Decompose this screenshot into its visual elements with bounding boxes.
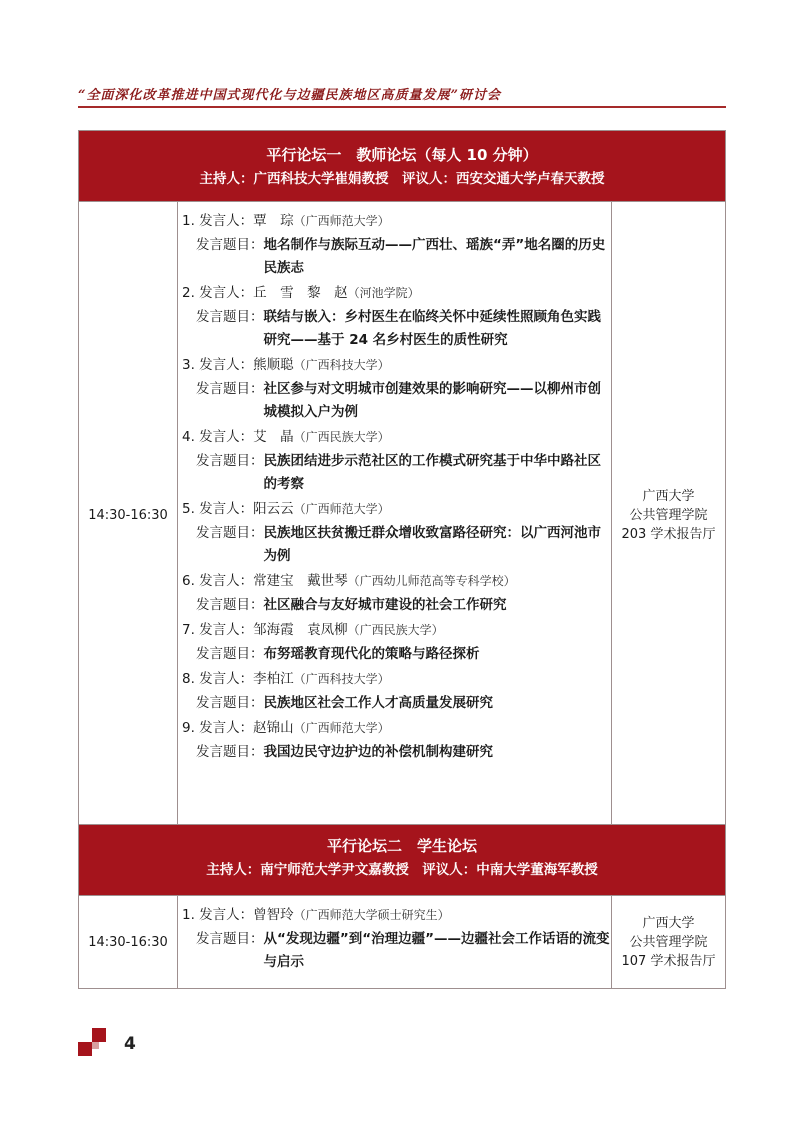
topic-line bbox=[196, 928, 611, 974]
speaker-line bbox=[182, 666, 611, 692]
speaker-line bbox=[182, 715, 611, 741]
topic-line bbox=[196, 741, 611, 764]
topic: 我国边民守边护边的补偿机制构建研究 bbox=[263, 744, 493, 760]
affiliation: （广西师范大学） bbox=[293, 214, 390, 228]
talk-item bbox=[182, 208, 611, 280]
speaker: 6. 发言人：常建宝 戴世琴 bbox=[182, 573, 348, 589]
affiliation: （广西民族大学） bbox=[293, 430, 390, 444]
forum-2-hosts: 主持人：南宁师范大学尹文嘉教授 评议人：中南大学董海军教授 bbox=[206, 862, 598, 878]
speaker-line bbox=[182, 617, 611, 643]
affiliation: （广西幼儿师范高等专科学校） bbox=[347, 574, 516, 588]
affiliation: （河池学院） bbox=[347, 286, 420, 300]
topic-line bbox=[196, 643, 611, 666]
topic: 民族地区扶贫搬迁群众增收致富路径研究：以广西河池市为例 bbox=[263, 525, 601, 564]
venue-line: 公共管理学院 bbox=[629, 507, 708, 523]
venue-line: 107 学术报告厅 bbox=[621, 953, 716, 969]
speaker: 5. 发言人：阳云云 bbox=[182, 501, 294, 517]
topic-label: 发言题目： bbox=[196, 646, 264, 662]
topic: 社区融合与友好城市建设的社会工作研究 bbox=[263, 597, 507, 613]
topic-label: 发言题目： bbox=[196, 597, 264, 613]
page-number: 4 bbox=[124, 1034, 136, 1054]
topic-line bbox=[196, 594, 611, 617]
affiliation: （广西民族大学） bbox=[347, 623, 444, 637]
speaker: 1. 发言人：曾智玲 bbox=[182, 907, 294, 923]
speaker-line bbox=[182, 280, 611, 306]
topic-label: 发言题目： bbox=[196, 309, 264, 325]
speaker: 8. 发言人：李柏江 bbox=[182, 671, 294, 687]
topic-line bbox=[196, 450, 611, 496]
talk-item bbox=[182, 715, 611, 764]
forum-1-hosts: 主持人：广西科技大学崔娟教授 评议人：西安交通大学卢春天教授 bbox=[199, 171, 605, 187]
topic-label: 发言题目： bbox=[196, 744, 264, 760]
talk-item bbox=[182, 617, 611, 666]
speaker: 3. 发言人：熊顺聪 bbox=[182, 357, 294, 373]
forum-2-body bbox=[79, 895, 725, 988]
topic: 从“发现边疆”到“治理边疆”——边疆社会工作话语的流变与启示 bbox=[263, 931, 610, 970]
speaker: 9. 发言人：赵锦山 bbox=[182, 720, 294, 736]
speaker: 1. 发言人：覃 琮 bbox=[182, 213, 294, 229]
talk-item bbox=[182, 280, 611, 352]
topic: 社区参与对文明城市创建效果的影响研究——以柳州市创城模拟入户为例 bbox=[263, 381, 601, 420]
affiliation: （广西科技大学） bbox=[293, 672, 390, 686]
topic: 民族团结进步示范社区的工作模式研究基于中华中路社区的考察 bbox=[263, 453, 601, 492]
speaker-line bbox=[182, 424, 611, 450]
topic-line bbox=[196, 234, 611, 280]
forum-1-title: 平行论坛一 教师论坛（每人 10 分钟） bbox=[266, 146, 538, 164]
venue-line: 广西大学 bbox=[642, 915, 695, 931]
topic-label: 发言题目： bbox=[196, 525, 264, 541]
speaker-line bbox=[182, 496, 611, 522]
affiliation: （广西师范大学） bbox=[293, 721, 390, 735]
talk-item bbox=[182, 424, 611, 496]
forum-1-talks bbox=[178, 202, 612, 828]
forum-2-table bbox=[78, 824, 726, 989]
forum-1-table bbox=[78, 130, 726, 829]
talk-item bbox=[182, 352, 611, 424]
speaker-line bbox=[182, 352, 611, 378]
affiliation: （广西科技大学） bbox=[293, 358, 390, 372]
affiliation: （广西师范大学） bbox=[293, 502, 390, 516]
topic: 地名制作与族际互动——广西壮、瑶族“弄”地名圈的历史民族志 bbox=[263, 237, 606, 276]
speaker: 2. 发言人：丘 雪 黎 赵 bbox=[182, 285, 348, 301]
topic: 布努瑶教育现代化的策略与路径探析 bbox=[263, 646, 480, 662]
venue-line: 公共管理学院 bbox=[629, 934, 708, 950]
topic: 民族地区社会工作人才高质量发展研究 bbox=[263, 695, 493, 711]
forum-1-venue bbox=[612, 202, 725, 828]
topic-label: 发言题目： bbox=[196, 381, 264, 397]
running-header: “全面深化改革推进中国式现代化与边疆民族地区高质量发展”研讨会 bbox=[78, 88, 501, 103]
speaker-line bbox=[182, 568, 611, 594]
forum-1-body bbox=[79, 201, 725, 828]
venue-line: 203 学术报告厅 bbox=[621, 526, 716, 542]
topic-line bbox=[196, 522, 611, 568]
forum-2-title: 平行论坛二 学生论坛 bbox=[326, 837, 477, 855]
forum-1-time: 14:30-16:30 bbox=[79, 202, 178, 828]
topic-line bbox=[196, 692, 611, 715]
topic-label: 发言题目： bbox=[196, 931, 264, 947]
forum-2-time: 14:30-16:30 bbox=[79, 896, 178, 988]
forum-1-banner bbox=[79, 131, 725, 201]
topic-line bbox=[196, 378, 611, 424]
forum-2-talks bbox=[178, 896, 612, 988]
topic-label: 发言题目： bbox=[196, 453, 264, 469]
forum-2-banner bbox=[79, 825, 725, 895]
speaker: 4. 发言人：艾 晶 bbox=[182, 429, 294, 445]
talk-item bbox=[182, 902, 611, 974]
topic-label: 发言题目： bbox=[196, 237, 264, 253]
talk-item bbox=[182, 666, 611, 715]
forum-2-venue bbox=[612, 896, 725, 988]
venue-line: 广西大学 bbox=[642, 488, 695, 504]
topic: 联结与嵌入：乡村医生在临终关怀中延续性照顾角色实践研究——基于 24 名乡村医生的质性研究 bbox=[263, 309, 601, 348]
affiliation: （广西师范大学硕士研究生） bbox=[293, 908, 450, 922]
speaker-line bbox=[182, 902, 611, 928]
speaker: 7. 发言人：邹海霞 袁凤柳 bbox=[182, 622, 348, 638]
talk-item bbox=[182, 568, 611, 617]
topic-line bbox=[196, 306, 611, 352]
footer-squares-icon bbox=[78, 1028, 106, 1056]
topic-label: 发言题目： bbox=[196, 695, 264, 711]
talk-item bbox=[182, 496, 611, 568]
speaker-line bbox=[182, 208, 611, 234]
header-rule bbox=[78, 106, 726, 108]
